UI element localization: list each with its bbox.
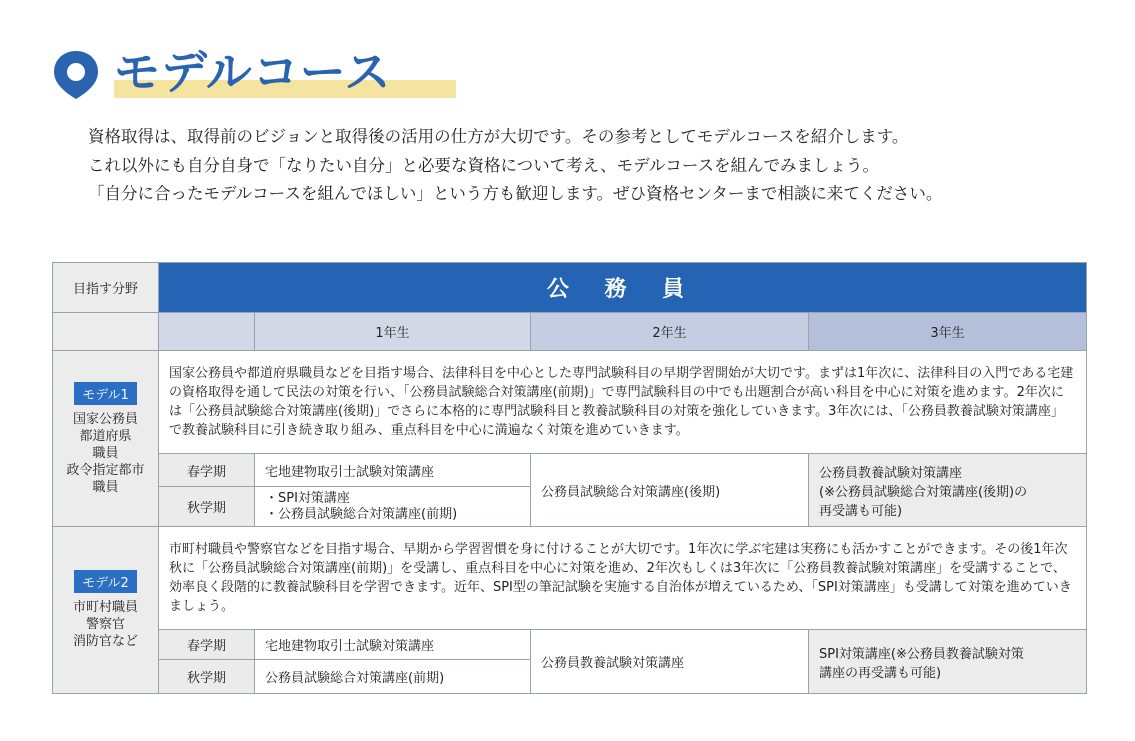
autumn-term-label: 秋学期 <box>159 487 255 527</box>
y1-spring-course: 宅地建物取引士試験対策講座 <box>255 454 531 487</box>
model-badge: モデル2 <box>74 570 137 593</box>
target-line: 政令指定都市 <box>66 462 145 478</box>
y1-autumn-course <box>255 487 531 527</box>
model-2-description: 市町村職員や警察官などを目指す場合、早期から学習習慣を身に付けることが大切です。1年次に学ぶ宅建は実務にも活かすことができます。その後1年次秋に「公務員試験総合対策講座(前期)」を受講し、重点科目を中心に対策を進め、2年次もしくは3年次に「公務員教養試験対策講座」を受講することで、効率良く段階的に教養試験科目を学習できます。近年、SPI型の筆記試験を実施する自治体が増えているため、「SPI対策講座」も受講して対策を進めていきましょう。 <box>159 527 1087 630</box>
y1-autumn-course: 公務員試験総合対策講座(前期) <box>255 660 531 694</box>
y3-course-line: 公務員教養試験対策講座 <box>819 465 963 481</box>
intro-line: 資格取得は、取得前のビジョンと取得後の活用の仕方が大切です。その参考としてモデルコースを紹介します。 <box>88 127 909 146</box>
y2-course: 公務員教養試験対策講座 <box>531 630 809 694</box>
spring-term-label: 春学期 <box>159 630 255 660</box>
intro-line: 「自分に合ったモデルコースを組んでほしい」という方も歓迎します。ぜひ資格センターまで相談に来てください。 <box>88 184 943 203</box>
blank-cell <box>53 313 159 351</box>
model-1-cell <box>53 351 159 527</box>
target-line: 警察官 <box>85 617 125 632</box>
model-badge: モデル1 <box>74 382 137 405</box>
year-2-header: 2年生 <box>531 313 809 351</box>
y3-course-line: 再受講も可能) <box>819 503 903 519</box>
field-name: 公 務 員 <box>159 263 1087 313</box>
year-1-header: 1年生 <box>255 313 531 351</box>
y3-course <box>809 454 1087 527</box>
map-pin-icon <box>52 49 100 101</box>
y3-course-line: 講座の再受講も可能) <box>819 665 942 681</box>
page-title: モデルコース <box>114 45 392 99</box>
y2-course: 公務員試験総合対策講座(後期) <box>531 454 809 527</box>
y3-course <box>809 630 1087 694</box>
intro-text <box>88 123 942 209</box>
field-label: 目指す分野 <box>53 263 159 313</box>
target-line: 国家公務員 <box>72 411 138 427</box>
blank-term-header <box>159 313 255 351</box>
y3-course-line: SPI対策講座(※公務員教養試験対策 <box>819 646 1024 662</box>
y1-autumn-line: ・SPI対策講座 <box>265 490 350 506</box>
autumn-term-label: 秋学期 <box>159 660 255 694</box>
y1-autumn-line: ・公務員試験総合対策講座(前期) <box>265 506 458 522</box>
model-2-cell <box>53 527 159 694</box>
target-line: 市町村職員 <box>72 600 138 615</box>
target-line: 職員 <box>92 479 119 495</box>
intro-line: これ以外にも自分自身で「なりたい自分」と必要な資格について考え、モデルコースを組んでみましょう。 <box>88 155 880 175</box>
y1-spring-course: 宅地建物取引士試験対策講座 <box>255 630 531 660</box>
spring-term-label: 春学期 <box>159 454 255 487</box>
target-line: 消防官など <box>72 634 138 649</box>
model-course-table <box>52 262 1087 694</box>
target-line: 職員 <box>92 445 119 461</box>
year-3-header: 3年生 <box>809 313 1087 351</box>
y3-course-line: (※公務員試験総合対策講座(後期)の <box>819 484 1028 500</box>
target-line: 都道府県 <box>79 428 132 444</box>
model-1-description: 国家公務員や都道府県職員などを目指す場合、法律科目を中心とした専門試験科目の早期学習開始が大切です。まずは1年次に、法律科目の入門である宅建の資格取得を通して民法の対策を行い、「公務員試験総合対策講座(前期)」で専門試験科目の中でも出題割合が高い科目を中心に対策を進めます。2年次には「公務員試験総合対策講座(後期)」でさらに本格的に専門試験科目と教養試験科目の対策を強化していきます。3年次には、「公務員教養試験対策講座」で教養試験科目に引き続き取り組み、重点科目を中心に満遍なく対策を進めていきます。 <box>159 351 1087 454</box>
